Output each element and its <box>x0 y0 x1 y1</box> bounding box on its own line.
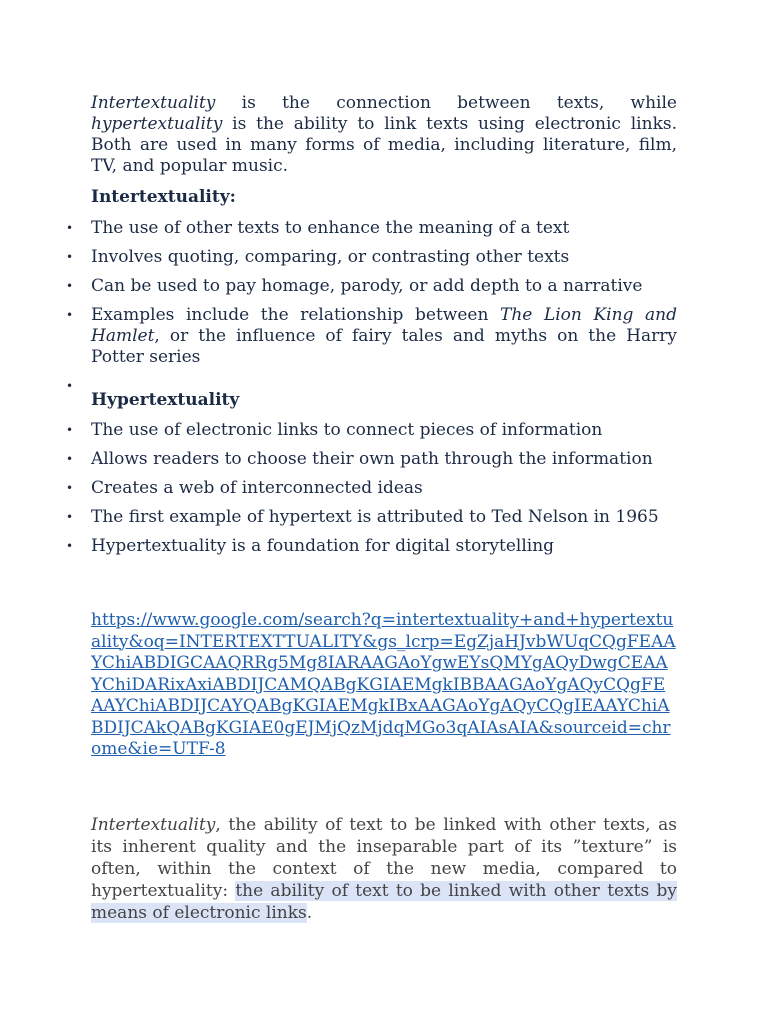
intro-term-hypertextuality: hypertextuality <box>91 114 223 134</box>
list-item: • Can be used to pay homage, parody, or add depth to a narrative <box>91 276 677 297</box>
hypertextuality-heading: Hypertextuality <box>91 390 240 410</box>
intro-text-2: is the ability to link texts using electronic links. Both are used in many forms of media, including literature, film, TV, and popular music. <box>91 114 677 176</box>
search-link[interactable]: https://www.google.com/search?q=intertextuality+and+hypertextuality&oq=INTERTEXTTUALITY&gs_lcrp=EgZjaHJvbWUqCQgFEAAYChiABDIGCAAQRRg5Mg8IARAAGAoYgwEYsQMYgAQyDwgCEAAYChiDARixAxiABDIJCAMQABgKGIAEMgkIBBAAGAoYgAQyCQgFEAAYChiABDIJCAYQABgKGIAEMgkIBxAAGAoYgAQyCQgIEAAYChiABDIJCAkQABgKGIAE0gEJMjQzMjdqMGo3qAIAsAIA&sourceid=chrome&ie=UTF-8 <box>91 610 676 759</box>
intertextuality-list <box>91 218 677 405</box>
quote-term: Intertextuality <box>91 815 216 835</box>
list-item: • Creates a web of interconnected ideas <box>91 478 677 499</box>
list-item: • The use of other texts to enhance the meaning of a text <box>91 218 677 239</box>
intertextuality-heading: Intertextuality: <box>91 187 236 207</box>
list-item: • The first example of hypertext is attributed to Ted Nelson in 1965 <box>91 507 677 528</box>
list-item: • The use of electronic links to connect pieces of information <box>91 420 677 441</box>
quote-text: , the ability of text to be linked with other texts, as its inherent quality and the inseparable part of its ”texture” is often, within the context of the new media, compared to hypertextuality: <box>91 815 677 901</box>
intro-text-1: is the connection between texts, while <box>215 93 677 113</box>
list-item-example <box>91 305 677 368</box>
hypertextuality-list <box>91 420 677 565</box>
highlighted-text[interactable]: the ability of text to be linked with other texts by means of electronic links <box>91 881 677 923</box>
example-text-post: , or the influence of fairy tales and myths on the Harry Potter series <box>91 326 677 367</box>
list-item: • Allows readers to choose their own path through the information <box>91 449 677 470</box>
intro-paragraph <box>91 93 677 177</box>
list-item: • Involves quoting, comparing, or contrasting other texts <box>91 247 677 268</box>
example-title: The Lion King and Hamlet <box>91 305 677 346</box>
list-item: • Hypertextuality is a foundation for digital storytelling <box>91 536 677 557</box>
intro-term-intertextuality: Intertextuality <box>91 93 216 113</box>
quote-paragraph <box>91 814 677 924</box>
example-text-pre: Examples include the relationship between <box>91 305 501 325</box>
quote-end: . <box>306 903 313 923</box>
